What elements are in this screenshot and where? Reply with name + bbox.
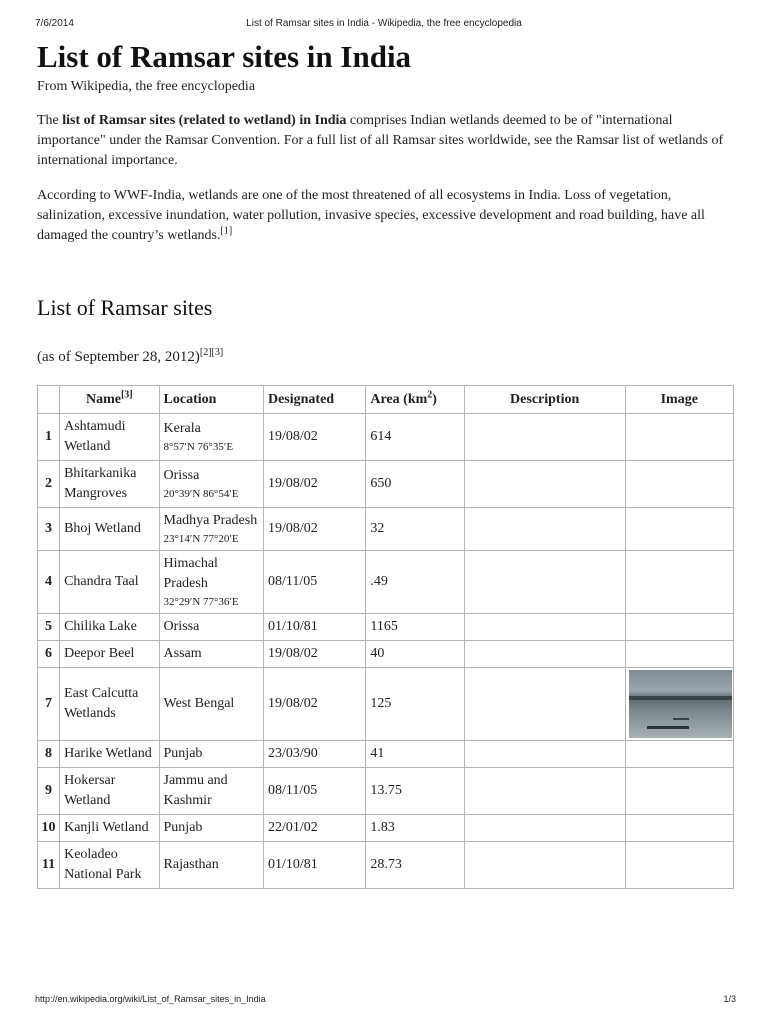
designated-date: 22/01/02 bbox=[263, 815, 365, 842]
header-location: Location bbox=[159, 386, 263, 414]
header-name-label: Name bbox=[85, 391, 121, 407]
as-of-text: (as of September 28, 2012) bbox=[37, 349, 200, 365]
row-number: 5 bbox=[38, 614, 60, 641]
coordinates-link[interactable]: 8°57′N 76°35′E bbox=[163, 441, 234, 453]
photo-boat bbox=[647, 726, 689, 729]
site-image-cell bbox=[625, 461, 734, 508]
page-number: 1/3 bbox=[723, 994, 736, 1004]
site-image-cell bbox=[625, 414, 734, 461]
designated-date: 19/08/02 bbox=[263, 668, 365, 741]
site-area: 614 bbox=[366, 414, 464, 461]
site-description bbox=[464, 508, 625, 551]
designated-date: 23/03/90 bbox=[263, 741, 365, 768]
table-body bbox=[38, 414, 734, 889]
site-name-link[interactable]: Chilika Lake bbox=[60, 614, 159, 641]
site-description bbox=[464, 668, 625, 741]
wetland-photo-thumbnail[interactable] bbox=[629, 670, 732, 738]
site-name-link[interactable]: Kanjli Wetland bbox=[60, 815, 159, 842]
designated-date: 19/08/02 bbox=[263, 508, 365, 551]
location-link[interactable]: Assam bbox=[163, 646, 202, 661]
location-link[interactable]: Rajasthan bbox=[163, 857, 219, 872]
site-name-link[interactable]: Bhitarkanika Mangroves bbox=[60, 461, 159, 508]
site-description bbox=[464, 842, 625, 889]
site-area: 40 bbox=[366, 641, 464, 668]
site-name-link[interactable]: Harike Wetland bbox=[60, 741, 159, 768]
header-description: Description bbox=[464, 386, 625, 414]
row-number: 4 bbox=[38, 551, 60, 614]
ramsar-sites-table bbox=[37, 385, 734, 889]
intro-bold-term: list of Ramsar sites (related to wetland) in India bbox=[62, 113, 347, 128]
designated-date: 01/10/81 bbox=[263, 842, 365, 889]
table-row bbox=[38, 768, 734, 815]
intro-rest: comprises Indian wetlands deemed to be of "international importance" under the Ramsar Convention. For a full list of all Ramsar sites worldwide, see the Ramsar list of wetlands of international importance. bbox=[37, 113, 724, 168]
article-tagline: From Wikipedia, the free encyclopedia bbox=[37, 79, 256, 94]
row-number: 11 bbox=[38, 842, 60, 889]
header-designated: Designated bbox=[263, 386, 365, 414]
site-area: 28.73 bbox=[366, 842, 464, 889]
site-description bbox=[464, 768, 625, 815]
intro-paragraph bbox=[37, 111, 733, 171]
location-link[interactable]: Kerala bbox=[163, 421, 201, 436]
threats-paragraph bbox=[37, 186, 733, 246]
row-number: 10 bbox=[38, 815, 60, 842]
threats-text: According to WWF-India, wetlands are one of the most threatened of all ecosystems in India. Loss of vegetation, salinization, excessive inundation, water pollution, invasive species, excessive development and road building, have all damaged the country’s wetlands. bbox=[37, 188, 705, 243]
designated-date: 19/08/02 bbox=[263, 461, 365, 508]
location-link[interactable]: Orissa bbox=[163, 468, 200, 483]
header-area-close: ) bbox=[432, 391, 437, 407]
location-link[interactable]: Himachal Pradesh bbox=[163, 556, 218, 591]
location-link[interactable]: Orissa bbox=[163, 619, 200, 634]
photo-shoreline bbox=[629, 696, 732, 700]
table-row bbox=[38, 461, 734, 508]
site-description bbox=[464, 614, 625, 641]
row-number: 9 bbox=[38, 768, 60, 815]
site-location bbox=[159, 768, 263, 815]
site-description bbox=[464, 414, 625, 461]
site-image-cell bbox=[625, 768, 734, 815]
site-image-cell bbox=[625, 551, 734, 614]
site-location bbox=[159, 461, 263, 508]
site-location bbox=[159, 508, 263, 551]
site-location bbox=[159, 668, 263, 741]
table-row bbox=[38, 815, 734, 842]
photo-boat bbox=[673, 718, 689, 720]
site-image-cell bbox=[625, 815, 734, 842]
site-name-link[interactable]: Chandra Taal bbox=[60, 551, 159, 614]
site-area: 13.75 bbox=[366, 768, 464, 815]
table-row bbox=[38, 668, 734, 741]
reference-links-2-3[interactable]: [2][3] bbox=[199, 347, 224, 358]
site-name-link[interactable]: Hokersar Wetland bbox=[60, 768, 159, 815]
header-area-sup: 2 bbox=[427, 388, 433, 400]
coordinates-link[interactable]: 20°39′N 86°54′E bbox=[163, 488, 239, 500]
site-area: 650 bbox=[366, 461, 464, 508]
site-name-link[interactable]: Keoladeo National Park bbox=[60, 842, 159, 889]
row-number: 1 bbox=[38, 414, 60, 461]
location-link[interactable]: Jammu and Kashmir bbox=[163, 773, 228, 808]
site-area: 41 bbox=[366, 741, 464, 768]
designated-date: 08/11/05 bbox=[263, 768, 365, 815]
site-area: 125 bbox=[366, 668, 464, 741]
site-location bbox=[159, 842, 263, 889]
site-name-link[interactable]: East Calcutta Wetlands bbox=[60, 668, 159, 741]
site-area: 32 bbox=[366, 508, 464, 551]
site-image-cell bbox=[625, 668, 734, 741]
header-number bbox=[38, 386, 60, 414]
site-image-cell bbox=[625, 741, 734, 768]
designated-date: 19/08/02 bbox=[263, 641, 365, 668]
intro-lead: The bbox=[37, 113, 63, 128]
table-row bbox=[38, 614, 734, 641]
page-url: http://en.wikipedia.org/wiki/List_of_Ramsar_sites_in_India bbox=[35, 994, 266, 1004]
row-number: 3 bbox=[38, 508, 60, 551]
table-row bbox=[38, 551, 734, 614]
row-number: 8 bbox=[38, 741, 60, 768]
site-area: 1.83 bbox=[366, 815, 464, 842]
print-footer bbox=[35, 994, 736, 1008]
header-name-ref[interactable]: [3] bbox=[120, 388, 133, 400]
table-row bbox=[38, 741, 734, 768]
coordinates-link[interactable]: 32°29′N 77°36′E bbox=[163, 596, 239, 608]
site-name-link[interactable]: Deepor Beel bbox=[60, 641, 159, 668]
table-row bbox=[38, 842, 734, 889]
location-link[interactable]: Punjab bbox=[163, 746, 203, 761]
print-date: 7/6/2014 bbox=[35, 18, 74, 29]
location-link[interactable]: Madhya Pradesh bbox=[163, 513, 258, 528]
article-content bbox=[37, 38, 733, 889]
header-area bbox=[366, 386, 464, 414]
header-name bbox=[60, 386, 159, 414]
row-number: 2 bbox=[38, 461, 60, 508]
row-number: 7 bbox=[38, 668, 60, 741]
section-heading: List of Ramsar sites bbox=[37, 295, 213, 320]
site-area: 1165 bbox=[366, 614, 464, 641]
designated-date: 19/08/02 bbox=[263, 414, 365, 461]
reference-link-1[interactable]: [1] bbox=[220, 225, 233, 237]
table-row bbox=[38, 508, 734, 551]
site-location bbox=[159, 815, 263, 842]
location-link[interactable]: West Bengal bbox=[163, 696, 235, 711]
site-name-link[interactable]: Bhoj Wetland bbox=[60, 508, 159, 551]
site-name-link[interactable]: Ashtamudi Wetland bbox=[60, 414, 159, 461]
site-description bbox=[464, 461, 625, 508]
row-number: 6 bbox=[38, 641, 60, 668]
header-area-label: Area (km bbox=[370, 391, 428, 407]
site-description bbox=[464, 551, 625, 614]
site-image-cell bbox=[625, 614, 734, 641]
coordinates-link[interactable]: 23°14′N 77°20′E bbox=[163, 533, 239, 545]
designated-date: 01/10/81 bbox=[263, 614, 365, 641]
site-location bbox=[159, 741, 263, 768]
site-location bbox=[159, 414, 263, 461]
header-image: Image bbox=[625, 386, 734, 414]
site-image-cell bbox=[625, 641, 734, 668]
site-area: .49 bbox=[366, 551, 464, 614]
table-header-row bbox=[38, 386, 734, 414]
site-location bbox=[159, 641, 263, 668]
site-description bbox=[464, 815, 625, 842]
site-image-cell bbox=[625, 842, 734, 889]
designated-date: 08/11/05 bbox=[263, 551, 365, 614]
site-description bbox=[464, 641, 625, 668]
table-row bbox=[38, 414, 734, 461]
site-description bbox=[464, 741, 625, 768]
article-title: List of Ramsar sites in India bbox=[37, 39, 412, 74]
site-location bbox=[159, 614, 263, 641]
site-location bbox=[159, 551, 263, 614]
as-of-note bbox=[37, 347, 733, 367]
site-image-cell bbox=[625, 508, 734, 551]
print-header bbox=[35, 18, 733, 32]
print-page-title: List of Ramsar sites in India - Wikipedia, the free encyclopedia bbox=[246, 18, 522, 29]
location-link[interactable]: Punjab bbox=[163, 820, 203, 835]
table-row bbox=[38, 641, 734, 668]
